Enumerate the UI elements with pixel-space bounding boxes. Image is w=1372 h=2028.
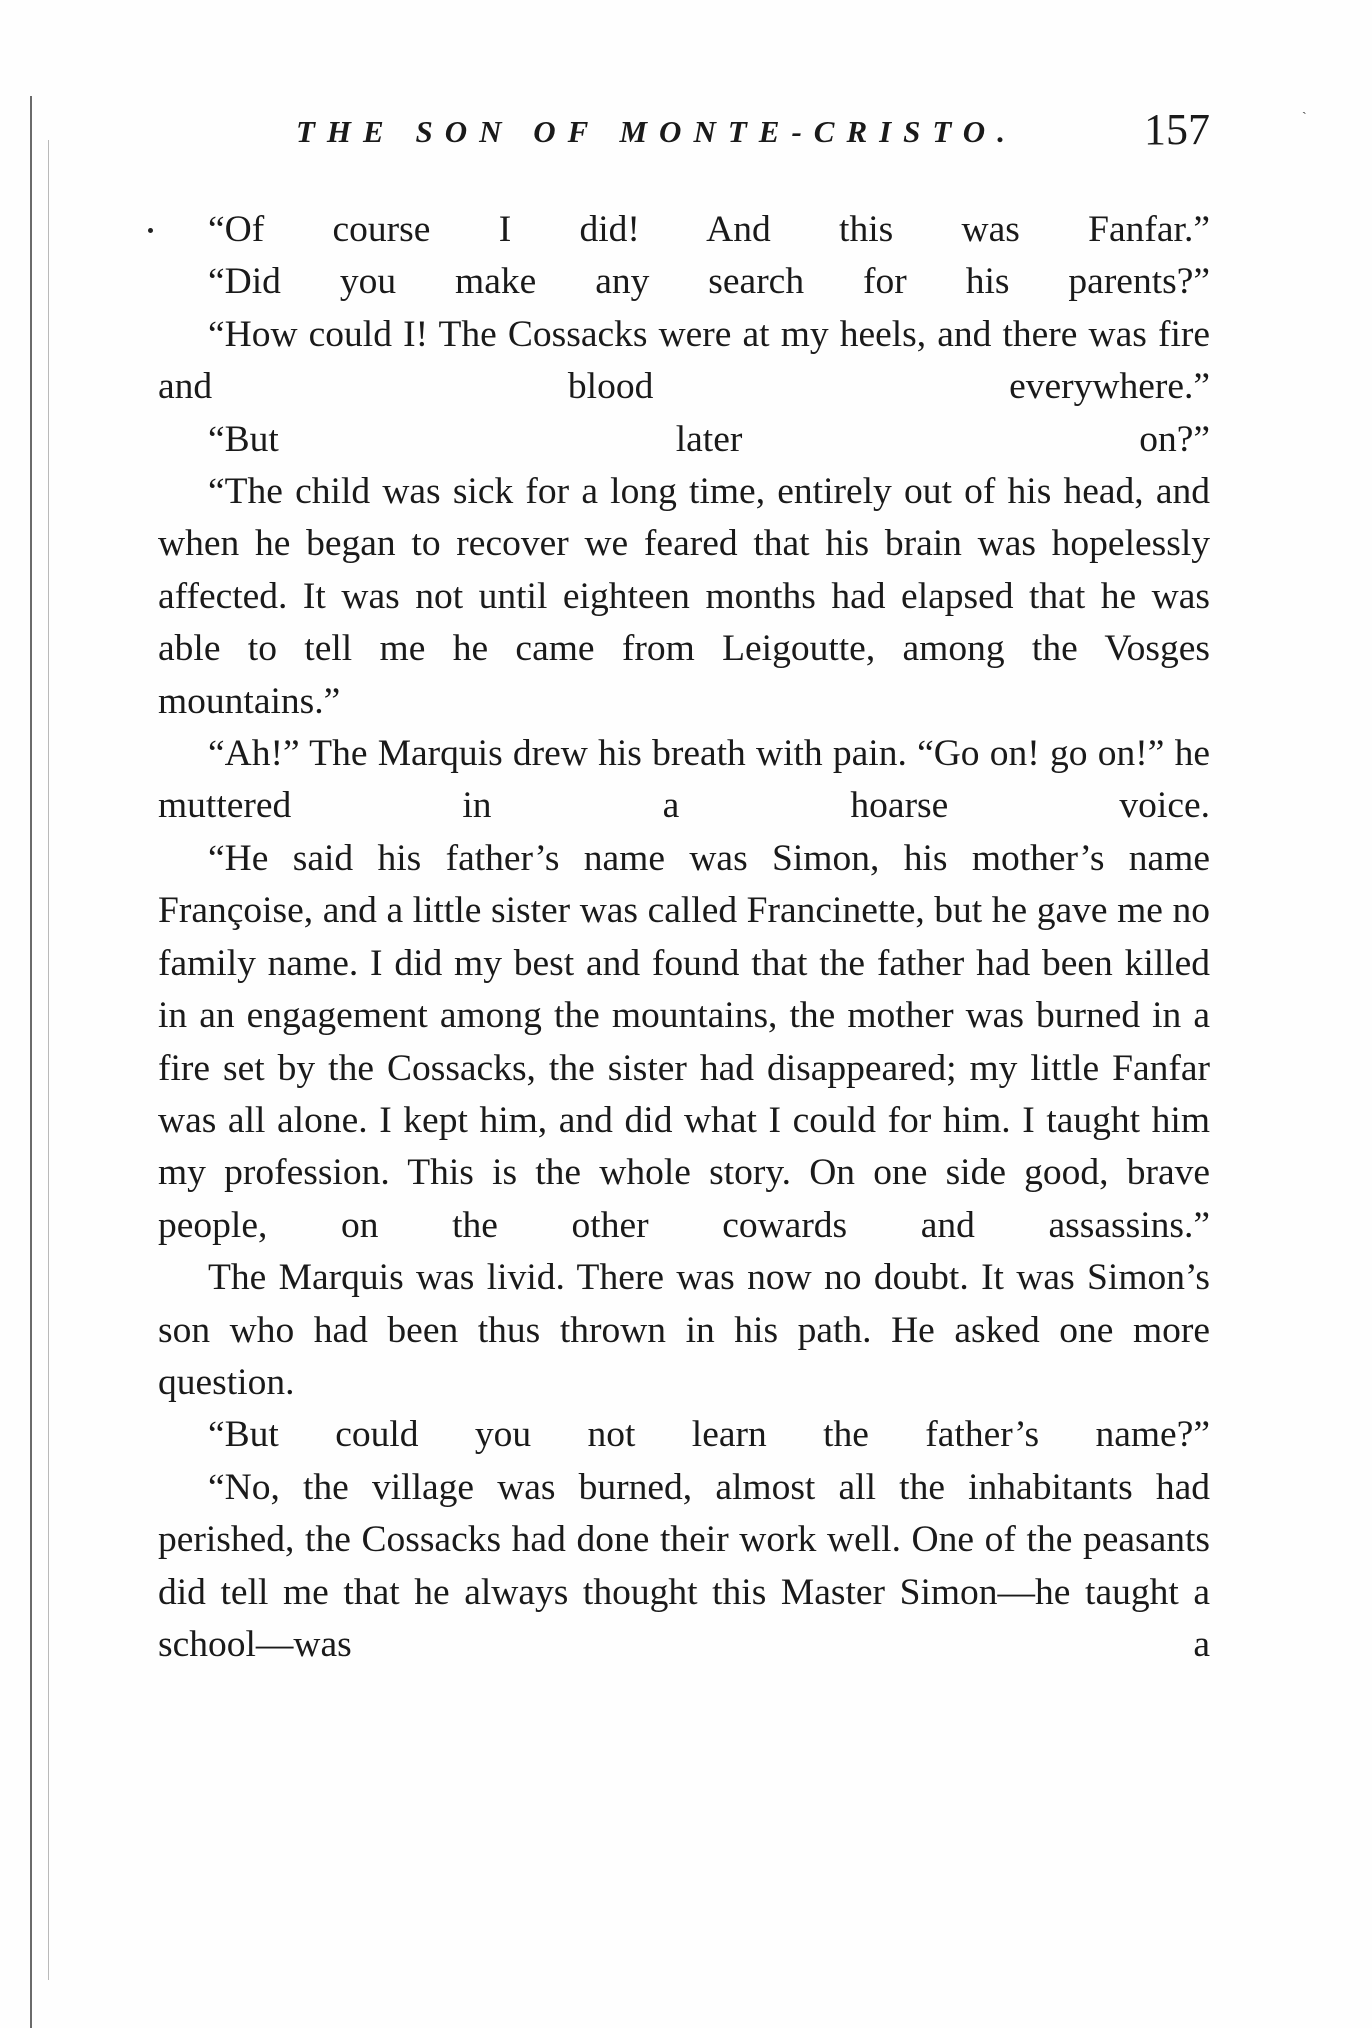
paragraph-2: “Did you make any search for his parents?” (208, 261, 1210, 303)
paragraph-4: “But later on?” (208, 418, 1210, 460)
paragraph-5: “The child was sick for a long time, entirely out of his head, and when he began to recover we feared that his brain was hopelessly affected. It was not until eighteen months had elapsed that he was able to tell me he came from Leigoutte, among the Vosges mountains.” (158, 471, 1210, 722)
paragraph-6: “Ah!” The Marquis drew his breath with pain. “Go on! go on!” he muttered in a hoarse voice. (158, 733, 1210, 827)
paragraph-10: “No, the village was burned, almost all the inhabitants had perished, the Cossacks had done their work well. One of the peasants did tell me that he always thought this Master Simon—he taught a school—was a (158, 1466, 1210, 1665)
margin-dot (148, 228, 153, 233)
paragraph-7: “He said his father’s name was Simon, his mother’s name Françoise, and a little sister was called Francinette, but he gave me no family name. I did my best and found that the father had been killed in an engagement among the mountains, the mother was burned in a fire set by the Cossacks, the sister had disappeared; my little Fanfar was all alone. I kept him, and did what I could for him. I taught him my profession. This is the whole story. On one side good, brave people, on the other cowards and assassins.” (158, 837, 1210, 1246)
binding-shadow-line (48, 140, 49, 1980)
page-header (296, 104, 1210, 164)
paragraph-1: “Of course I did! And this was Fanfar.” (208, 209, 1210, 250)
binding-edge-line (30, 96, 32, 2028)
paragraph-3: “How could I! The Cossacks were at my heels, and there was fire and blood everywhere.” (158, 313, 1210, 408)
corner-mark: ˎ (1302, 100, 1307, 115)
running-title: THE SON OF MONTE-CRISTO. (296, 114, 1017, 149)
page-number: 157 (1144, 105, 1210, 154)
paragraph-8: The Marquis was livid. There was now no doubt. It was Simon’s son who had been thus thrown in his path. He asked one more question. (158, 1257, 1210, 1403)
paragraph-9: “But could you not learn the father’s name?” (208, 1414, 1210, 1456)
body-text (158, 204, 1210, 1671)
